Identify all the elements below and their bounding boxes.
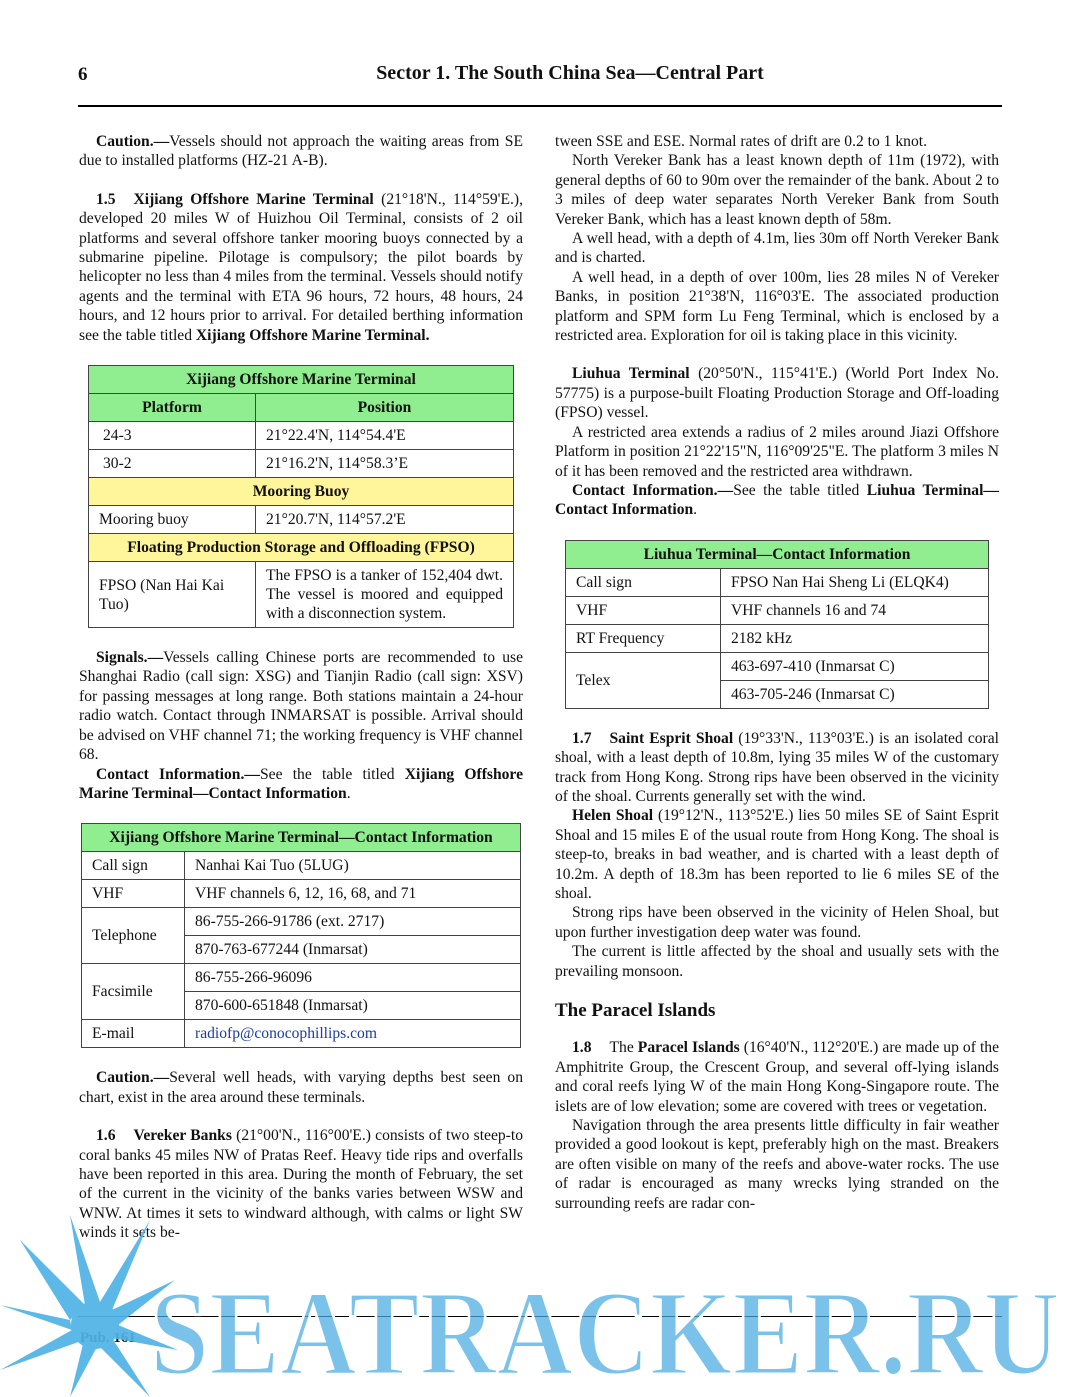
table-cell: VHF channels 6, 12, 16, 68, and 71 bbox=[185, 880, 521, 908]
table-row bbox=[89, 422, 514, 450]
body-paragraph: A well head, with a depth of 4.1m, lies 30m off North Vereker Bank and is charted. bbox=[555, 230, 999, 267]
table-row bbox=[82, 964, 521, 992]
contact-info-paragraph: Contact Information.—See the table titled Liuhua Terminal—Contact Information. bbox=[555, 481, 999, 519]
liuhua-contact-table bbox=[565, 540, 989, 709]
table-row bbox=[82, 880, 521, 908]
table-cell: 21°22.4'N, 114°54.4'E bbox=[256, 422, 514, 450]
table-cell: Call sign bbox=[82, 852, 185, 880]
caution-paragraph: Caution.—Vessels should not approach the waiting areas from SE due to installed platforms (HZ-21 A-B). bbox=[79, 133, 523, 170]
table-cell: Nanhai Kai Tuo (5LUG) bbox=[185, 852, 521, 880]
table-cell: 30-2 bbox=[89, 450, 256, 478]
section-heading: The Paracel Islands bbox=[555, 1000, 716, 1021]
table-cell: VHF channels 16 and 74 bbox=[721, 596, 989, 624]
body-paragraph: North Vereker Bank has a least known depth of 11m (1972), with general depths of 60 to 90m over the remainder of the bank. About 2 to 3 miles of deep water separates North Vereker Bank from South Vereker Bank, which has a least known depth of 58m. bbox=[555, 152, 999, 228]
section-1-7-paragraph: 1.7 Saint Esprit Shoal (19°33'N., 113°03'E.) is an isolated coral shoal, with a least depth of 10.8m, lying 35 miles W of the customary track from Hong Kong. Strong rips have been observed in the vicinity of the shoal. Currents generally set with the wind. bbox=[555, 729, 999, 805]
left-column bbox=[79, 132, 523, 1243]
body-paragraph: The current is little affected by the shoal and usually sets with the prevailing monsoon. bbox=[555, 943, 999, 980]
table-cell: RT Frequency bbox=[566, 624, 721, 652]
column-header-position: Position bbox=[256, 394, 514, 422]
table-cell: Telex bbox=[566, 652, 721, 708]
table-cell: Facsimile bbox=[82, 964, 185, 1020]
table-row bbox=[89, 562, 514, 628]
signals-paragraph: Signals.—Vessels calling Chinese ports are recommended to use Shanghai Radio (call sign: XSG) and Tianjin Radio (call sign: XSV) for passing messages at long range. Both stations maintain a 24-hour radio watch. Contact through INMARSAT is possible. Arrival should be advised on VHF channel 71; the working frequency is VHF channel 68. bbox=[79, 649, 523, 764]
table-cell: VHF bbox=[82, 880, 185, 908]
table-cell: FPSO Nan Hai Sheng Li (ELQK4) bbox=[721, 568, 989, 596]
table-row bbox=[82, 1020, 521, 1048]
table-cell: Mooring buoy bbox=[89, 506, 256, 534]
table-cell: The FPSO is a tanker of 152,404 dwt. The vessel is moored and equipped with a disconnection system. bbox=[256, 562, 514, 628]
xijiang-terminal-table bbox=[88, 365, 514, 628]
table-cell: 86-755-266-96096 bbox=[185, 964, 521, 992]
table-cell: E-mail bbox=[82, 1020, 185, 1048]
table-title: Xijiang Offshore Marine Terminal—Contact Information bbox=[82, 824, 521, 852]
header-divider bbox=[78, 105, 1002, 107]
caution-paragraph: Caution.—Several well heads, with varying depths best seen on chart, exist in the area around these terminals. bbox=[79, 1069, 523, 1106]
email-link[interactable]: radiofp@conocophillips.com bbox=[195, 1025, 377, 1043]
body-paragraph: Navigation through the area presents little difficulty in fair weather provided a good lookout is kept, preferably high on the mast. Breakers are often visible on many of the reefs and above-water rocks. The use of radar is encouraged as many wrecks lying stranded on the surrounding reefs are radar con- bbox=[555, 1117, 999, 1212]
helen-shoal-paragraph: Helen Shoal (19°12'N., 113°52'E.) lies 50 miles SE of Saint Esprit Shoal and 15 miles E of the usual route from Hong Kong. The shoal is steep-to, breaks in bad weather, and is charted with a least depth of 10.2m. A depth of 18.3m has been reported to lie 6 miles SE of the shoal. bbox=[555, 807, 999, 902]
table-cell: Telephone bbox=[82, 908, 185, 964]
table-cell: 870-763-677244 (Inmarsat) bbox=[185, 936, 521, 964]
watermark-text bbox=[150, 1262, 1070, 1397]
table-cell: 86-755-266-91786 (ext. 2717) bbox=[185, 908, 521, 936]
table-cell: 21°20.7'N, 114°57.2'E bbox=[256, 506, 514, 534]
body-paragraph: A restricted area extends a radius of 2 miles around Jiazi Offshore Platform in position 21°22'15"N, 116°09'25"E. The platform 3 miles N of it has been removed and the restricted area withdrawn. bbox=[555, 423, 999, 480]
section-1-8-paragraph: 1.8 The Paracel Islands (16°40'N., 112°20'E.) are made up of the Amphitrite Group, the Crescent Group, and several off-lying islands and coral reefs lying W of the main Hong Kong-Singapore route. The islets are of low elevation; some are covered with trees or vegetation. bbox=[555, 1039, 999, 1115]
table-row bbox=[566, 596, 989, 624]
table-cell: VHF bbox=[566, 596, 721, 624]
table-cell: FPSO (Nan Hai Kai Tuo) bbox=[89, 562, 256, 628]
mooring-buoy-header: Mooring Buoy bbox=[89, 478, 514, 506]
table-row bbox=[566, 624, 989, 652]
table-title: Xijiang Offshore Marine Terminal bbox=[89, 366, 514, 394]
page-number: 6 bbox=[78, 64, 88, 85]
table-title: Liuhua Terminal—Contact Information bbox=[566, 540, 989, 568]
liuhua-paragraph: Liuhua Terminal (20°50'N., 115°41'E.) (World Port Index No. 57775) is a purpose-built Floating Production Storage and Off-loading (FPSO) vessel. bbox=[555, 365, 999, 422]
contact-info-paragraph: Contact Information.—See the table titled Xijiang Offshore Marine Terminal—Contact Information. bbox=[79, 765, 523, 802]
table-cell: 24-3 bbox=[89, 422, 256, 450]
fpso-header: Floating Production Storage and Offloading (FPSO) bbox=[89, 534, 514, 562]
body-paragraph: A well head, in a depth of over 100m, lies 28 miles N of Vereker Banks, in position 21°38'N, 116°03'E. The associated production platform and SPM form Lu Feng Terminal, which is enclosed by a restricted area. Exploration for oil is taking place in this vicinity. bbox=[555, 268, 999, 345]
continued-paragraph: tween SSE and ESE. Normal rates of drift are 0.2 to 1 knot. bbox=[555, 133, 928, 150]
table-row bbox=[82, 852, 521, 880]
xijiang-contact-table bbox=[81, 823, 521, 1048]
table-cell: 21°16.2'N, 114°58.3’E bbox=[256, 450, 514, 478]
right-column bbox=[555, 132, 999, 1213]
table-cell: 870-600-651848 (Inmarsat) bbox=[185, 992, 521, 1020]
table-cell: 463-705-246 (Inmarsat C) bbox=[721, 680, 989, 708]
table-row bbox=[89, 450, 514, 478]
table-row bbox=[82, 908, 521, 936]
table-row bbox=[89, 506, 514, 534]
table-cell: Call sign bbox=[566, 568, 721, 596]
section-1-5-paragraph: 1.5 Xijiang Offshore Marine Terminal (21°18'N., 114°59'E.), developed 20 miles W of Huizhou Oil Terminal, consists of 2 oil platforms and several offshore tanker mooring buoys connected by a submarine pipeline. Pilotage is compulsory; the pilot boards by helicopter no less than 4 miles from the terminal. Vessels should notify agents and the terminal with ETA 96 hours, 72 hours, 48 hours, 24 hours, and 12 hours prior to arrival. For detailed berthing information see the table titled Xijiang Offshore Marine Terminal. bbox=[79, 190, 523, 344]
table-cell: 2182 kHz bbox=[721, 624, 989, 652]
section-1-6-paragraph: 1.6 Vereker Banks (21°00'N., 116°00'E.) consists of two steep-to coral banks 45 miles NW of Pratas Reef. Heavy tide rips and overfalls have been reported in this area. During the month of February, the set of the current in the vicinity of the banks varies between WSW and WNW. At times it sets to windward although, with calms or light SW winds it sets be- bbox=[79, 1127, 523, 1242]
table-row bbox=[566, 568, 989, 596]
body-paragraph: Strong rips have been observed in the vicinity of Helen Shoal, but upon further investigation deep water was found. bbox=[555, 904, 999, 941]
table-row bbox=[566, 652, 989, 680]
watermark-label: SEATRACKER.RU bbox=[150, 1266, 1060, 1397]
column-header-platform: Platform bbox=[89, 394, 256, 422]
table-cell: 463-697-410 (Inmarsat C) bbox=[721, 652, 989, 680]
page-title: Sector 1. The South China Sea—Central Part bbox=[376, 62, 764, 84]
